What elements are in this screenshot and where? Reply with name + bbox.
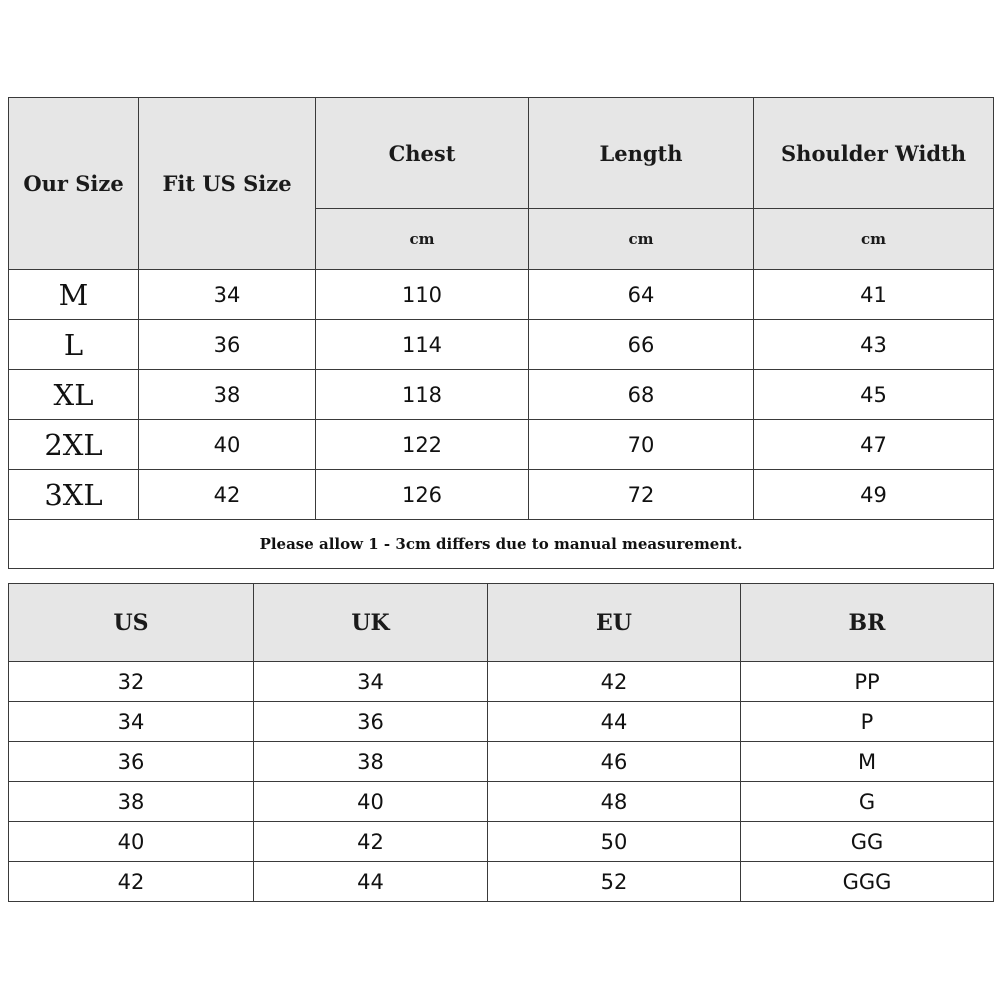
table-row: [9, 370, 994, 420]
size-conversion-table: [8, 583, 994, 902]
size-cell: 2XL: [9, 420, 139, 470]
chest-unit: cm: [316, 209, 529, 270]
us-size-cell: 42: [139, 470, 316, 520]
us-size-cell: 34: [139, 270, 316, 320]
br-cell: P: [741, 702, 994, 742]
size-cell: M: [9, 270, 139, 320]
header-shoulder-width: Shoulder Width: [754, 98, 994, 209]
eu-cell: 44: [488, 702, 741, 742]
us-size-cell: 40: [139, 420, 316, 470]
shoulder-unit: cm: [754, 209, 994, 270]
uk-cell: 42: [254, 822, 488, 862]
uk-cell: 40: [254, 782, 488, 822]
shoulder-cell: 49: [754, 470, 994, 520]
us-size-cell: 36: [139, 320, 316, 370]
table-row: [9, 662, 994, 702]
size-cell: L: [9, 320, 139, 370]
chest-cell: 110: [316, 270, 529, 320]
table-row: [9, 782, 994, 822]
us-cell: 42: [9, 862, 254, 902]
us-cell: 32: [9, 662, 254, 702]
shoulder-cell: 43: [754, 320, 994, 370]
shoulder-cell: 45: [754, 370, 994, 420]
note-row: [9, 520, 994, 569]
length-cell: 66: [529, 320, 754, 370]
uk-cell: 44: [254, 862, 488, 902]
br-cell: GG: [741, 822, 994, 862]
table-row: [9, 702, 994, 742]
us-cell: 36: [9, 742, 254, 782]
br-cell: G: [741, 782, 994, 822]
uk-cell: 34: [254, 662, 488, 702]
header-eu: EU: [488, 584, 741, 662]
br-cell: PP: [741, 662, 994, 702]
us-cell: 40: [9, 822, 254, 862]
br-cell: GGG: [741, 862, 994, 902]
us-cell: 38: [9, 782, 254, 822]
table-row: [9, 270, 994, 320]
size-chart-table: [8, 97, 994, 569]
length-cell: 64: [529, 270, 754, 320]
eu-cell: 46: [488, 742, 741, 782]
header-uk: UK: [254, 584, 488, 662]
shoulder-cell: 47: [754, 420, 994, 470]
size-cell: XL: [9, 370, 139, 420]
length-cell: 70: [529, 420, 754, 470]
header-length: Length: [529, 98, 754, 209]
measurement-note: Please allow 1 - 3cm differs due to manual measurement.: [9, 520, 994, 569]
size-cell: 3XL: [9, 470, 139, 520]
br-cell: M: [741, 742, 994, 782]
eu-cell: 52: [488, 862, 741, 902]
table-row: [9, 862, 994, 902]
length-cell: 72: [529, 470, 754, 520]
table-row: [9, 420, 994, 470]
table-row: [9, 470, 994, 520]
header-chest: Chest: [316, 98, 529, 209]
header-us: US: [9, 584, 254, 662]
chest-cell: 126: [316, 470, 529, 520]
eu-cell: 50: [488, 822, 741, 862]
eu-cell: 48: [488, 782, 741, 822]
uk-cell: 38: [254, 742, 488, 782]
uk-cell: 36: [254, 702, 488, 742]
chest-cell: 114: [316, 320, 529, 370]
header-fit-us-size: Fit US Size: [139, 98, 316, 270]
length-unit: cm: [529, 209, 754, 270]
header-our-size: Our Size: [9, 98, 139, 270]
us-cell: 34: [9, 702, 254, 742]
chest-cell: 122: [316, 420, 529, 470]
table-row: [9, 822, 994, 862]
table-row: [9, 742, 994, 782]
table-row: [9, 320, 994, 370]
shoulder-cell: 41: [754, 270, 994, 320]
eu-cell: 42: [488, 662, 741, 702]
chest-cell: 118: [316, 370, 529, 420]
length-cell: 68: [529, 370, 754, 420]
us-size-cell: 38: [139, 370, 316, 420]
header-br: BR: [741, 584, 994, 662]
